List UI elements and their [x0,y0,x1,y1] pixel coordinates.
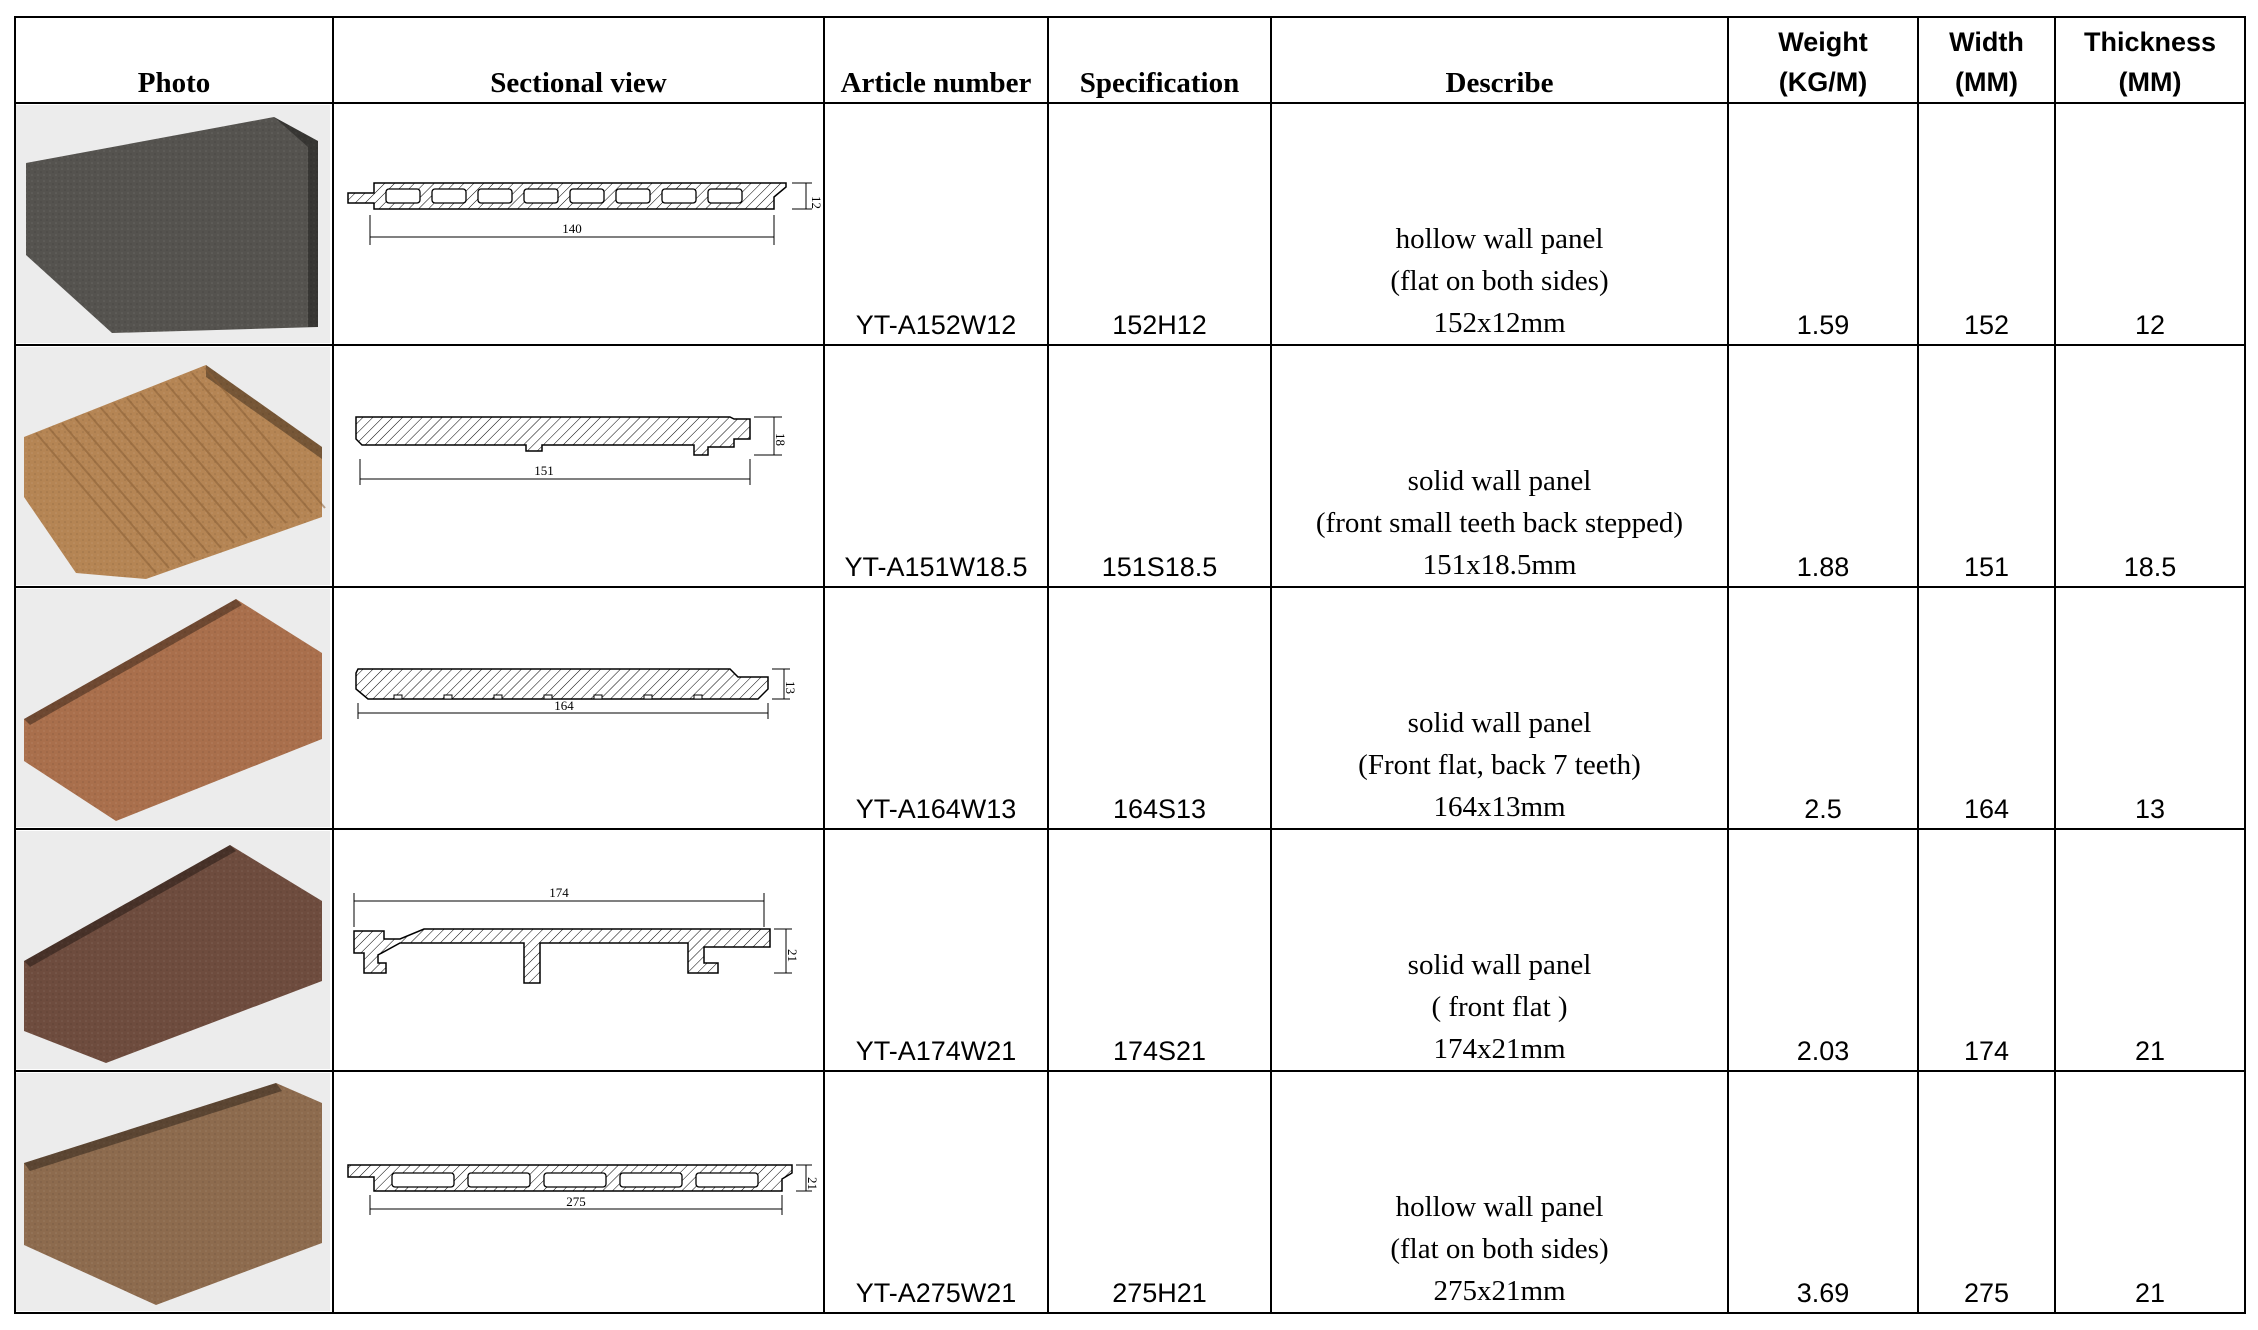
svg-text:275: 275 [566,1194,586,1209]
article-number-cell: YT-A152W12 [824,103,1048,345]
describe-size: 164x13mm [1433,791,1566,823]
header-photo: Photo [15,17,333,103]
header-sectional-view: Sectional view [333,17,824,103]
panel-photo-image [16,1073,330,1311]
table-row [15,587,2245,829]
describe-cell [1271,587,1728,829]
describe-detail: (front small teeth back stepped) [1315,507,1684,539]
describe-detail: ( front flat ) [1431,991,1568,1023]
header-width: Width (MM) [1918,17,2055,103]
describe-size: 152x12mm [1433,307,1566,339]
width-cell: 174 [1918,829,2055,1071]
describe-size: 275x21mm [1433,1275,1566,1307]
header-row [15,17,2245,103]
article-number-cell: YT-A275W21 [824,1071,1048,1313]
describe-cell [1271,1071,1728,1313]
sectional-view-drawing [334,831,821,1069]
header-article-number: Article number [824,17,1048,103]
svg-text:174: 174 [549,885,569,900]
thickness-cell: 18.5 [2055,345,2245,587]
panel-photo-image [16,589,330,827]
table-row [15,829,2245,1071]
header-specification: Specification [1048,17,1271,103]
table-row [15,1071,2245,1313]
svg-text:151: 151 [534,463,554,478]
product-spec-table [14,16,2246,1314]
width-cell: 164 [1918,587,2055,829]
photo-cell [15,587,333,829]
sectional-view-drawing [334,347,821,585]
article-number-cell: YT-A174W21 [824,829,1048,1071]
sectional-view-cell [333,1071,824,1313]
describe-type: solid wall panel [1407,465,1592,497]
svg-text:21: 21 [805,1177,820,1190]
width-cell: 151 [1918,345,2055,587]
svg-text:21: 21 [785,949,800,962]
sectional-view-cell [333,587,824,829]
sectional-view-drawing [334,105,824,343]
describe-detail: (flat on both sides) [1390,265,1609,297]
weight-cell: 3.69 [1728,1071,1918,1313]
specification-cell: 151S18.5 [1048,345,1271,587]
sectional-view-drawing [334,1073,821,1311]
svg-text:164: 164 [554,698,574,713]
specification-cell: 164S13 [1048,587,1271,829]
weight-cell: 2.03 [1728,829,1918,1071]
describe-type: hollow wall panel [1395,223,1604,255]
thickness-cell: 12 [2055,103,2245,345]
thickness-cell: 21 [2055,1071,2245,1313]
specification-cell: 174S21 [1048,829,1271,1071]
svg-text:18: 18 [773,433,788,446]
describe-type: solid wall panel [1407,949,1592,981]
table-row [15,103,2245,345]
width-cell: 152 [1918,103,2055,345]
describe-type: solid wall panel [1407,707,1592,739]
specification-cell: 275H21 [1048,1071,1271,1313]
header-describe: Describe [1271,17,1728,103]
weight-cell: 1.59 [1728,103,1918,345]
weight-cell: 2.5 [1728,587,1918,829]
header-thickness: Thickness (MM) [2055,17,2245,103]
table-row [15,345,2245,587]
article-number-cell: YT-A151W18.5 [824,345,1048,587]
photo-cell [15,103,333,345]
sectional-view-drawing [334,589,821,827]
svg-text:12: 12 [809,196,824,209]
photo-cell [15,829,333,1071]
sectional-view-cell [333,103,824,345]
describe-cell [1271,103,1728,345]
describe-type: hollow wall panel [1395,1191,1604,1223]
thickness-cell: 13 [2055,587,2245,829]
sectional-view-cell [333,829,824,1071]
panel-photo-image [16,105,330,343]
sectional-view-cell [333,345,824,587]
describe-cell [1271,345,1728,587]
thickness-cell: 21 [2055,829,2245,1071]
describe-detail: (Front flat, back 7 teeth) [1358,749,1641,781]
header-weight: Weight (KG/M) [1728,17,1918,103]
describe-size: 151x18.5mm [1422,549,1577,581]
weight-cell: 1.88 [1728,345,1918,587]
panel-photo-image [16,831,330,1069]
width-cell: 275 [1918,1071,2055,1313]
panel-photo-image [16,347,330,585]
article-number-cell: YT-A164W13 [824,587,1048,829]
specification-cell: 152H12 [1048,103,1271,345]
describe-size: 174x21mm [1433,1033,1566,1065]
svg-text:13: 13 [783,681,798,694]
svg-text:140: 140 [562,221,582,236]
photo-cell [15,1071,333,1313]
photo-cell [15,345,333,587]
describe-cell [1271,829,1728,1071]
describe-detail: (flat on both sides) [1390,1233,1609,1265]
